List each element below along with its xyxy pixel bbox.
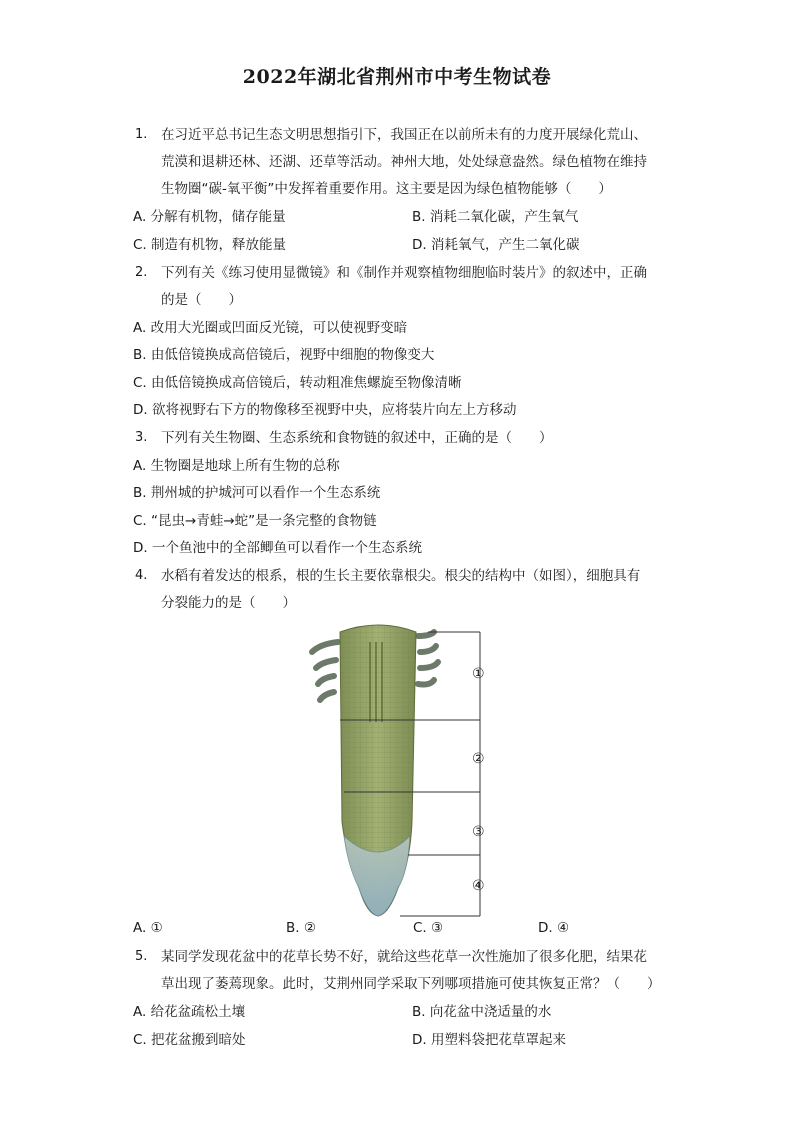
question-text: 下列有关生物圈、生态系统和食物链的叙述中，正确的是（ ）: [161, 430, 553, 446]
option-b: B. 荆州城的护城河可以看作一个生态系统: [133, 485, 381, 501]
question-number: 4.: [135, 568, 148, 583]
question-number: 1.: [135, 127, 148, 142]
root-tip-diagram: [300, 622, 500, 922]
option-b: B. ②: [286, 920, 316, 936]
root-hair-right: [418, 632, 438, 685]
zone-label-1: ①: [472, 666, 485, 682]
option-b: B. 向花盆中浇适量的水: [412, 1004, 552, 1020]
option-d: D. 欲将视野右下方的物像移至视野中央，应将装片向左上方移动: [133, 402, 517, 418]
option-c: C. 制造有机物，释放能量: [133, 237, 287, 253]
root-tip-figure: [300, 622, 500, 922]
option-c: C. “昆虫→青蛙→蛇”是一条完整的食物链: [133, 513, 377, 529]
option-a: A. ①: [133, 920, 163, 936]
option-a: A. 生物圈是地球上所有生物的总称: [133, 458, 340, 474]
question-text: 在习近平总书记生态文明思想指引下，我国正在以前所未有的力度开展绿化荒山、: [161, 127, 647, 143]
option-d: D. 一个鱼池中的全部鲫鱼可以看作一个生态系统: [133, 540, 422, 556]
question-text: 水稻有着发达的根系，根的生长主要依靠根尖。根尖的结构中（如图），细胞具有: [161, 568, 641, 584]
option-a: A. 分解有机物，储存能量: [133, 209, 286, 225]
option-a: A. 给花盆疏松土壤: [133, 1004, 246, 1020]
option-c: C. 由低倍镜换成高倍镜后，转动粗准焦螺旋至物像清晰: [133, 375, 462, 391]
option-c: C. ③: [413, 920, 444, 936]
zone-label-4: ④: [472, 878, 485, 894]
question-text: 草出现了萎蔫现象。此时，艾荆州同学采取下列哪项措施可使其恢复正常？（ ）: [161, 976, 661, 992]
question-number: 3.: [135, 430, 148, 445]
question-text: 分裂能力的是（ ）: [161, 595, 296, 611]
question-number: 2.: [135, 265, 148, 280]
question-text: 荒漠和退耕还林、还湖、还草等活动。神州大地，处处绿意盎然。绿色植物在维持: [161, 154, 647, 170]
root-hair-left: [312, 642, 338, 700]
option-b: B. 由低倍镜换成高倍镜后，视野中细胞的物像变大: [133, 347, 435, 363]
option-b: B. 消耗二氧化碳，产生氧气: [412, 209, 579, 225]
option-d: D. ④: [538, 920, 570, 936]
question-text: 某同学发现花盆中的花草长势不好，就给这些花草一次性施加了很多化肥，结果花: [161, 949, 647, 965]
option-d: D. 用塑料袋把花草罩起来: [412, 1032, 566, 1048]
question-text: 的是（ ）: [161, 292, 242, 308]
option-c: C. 把花盆搬到暗处: [133, 1032, 246, 1048]
zone-label-2: ②: [472, 751, 485, 767]
zone-label-3: ③: [472, 824, 485, 840]
option-a: A. 改用大光圈或凹面反光镜，可以使视野变暗: [133, 320, 408, 336]
option-d: D. 消耗氧气，产生二氧化碳: [412, 237, 580, 253]
question-text: 下列有关《练习使用显微镜》和《制作并观察植物细胞临时装片》的叙述中，正确: [161, 265, 647, 281]
page-title: 2022年湖北省荆州市中考生物试卷: [242, 66, 552, 88]
question-number: 5.: [135, 949, 148, 964]
question-text: 生物圈“碳-氧平衡”中发挥着重要作用。这主要是因为绿色植物能够（ ）: [161, 181, 612, 197]
